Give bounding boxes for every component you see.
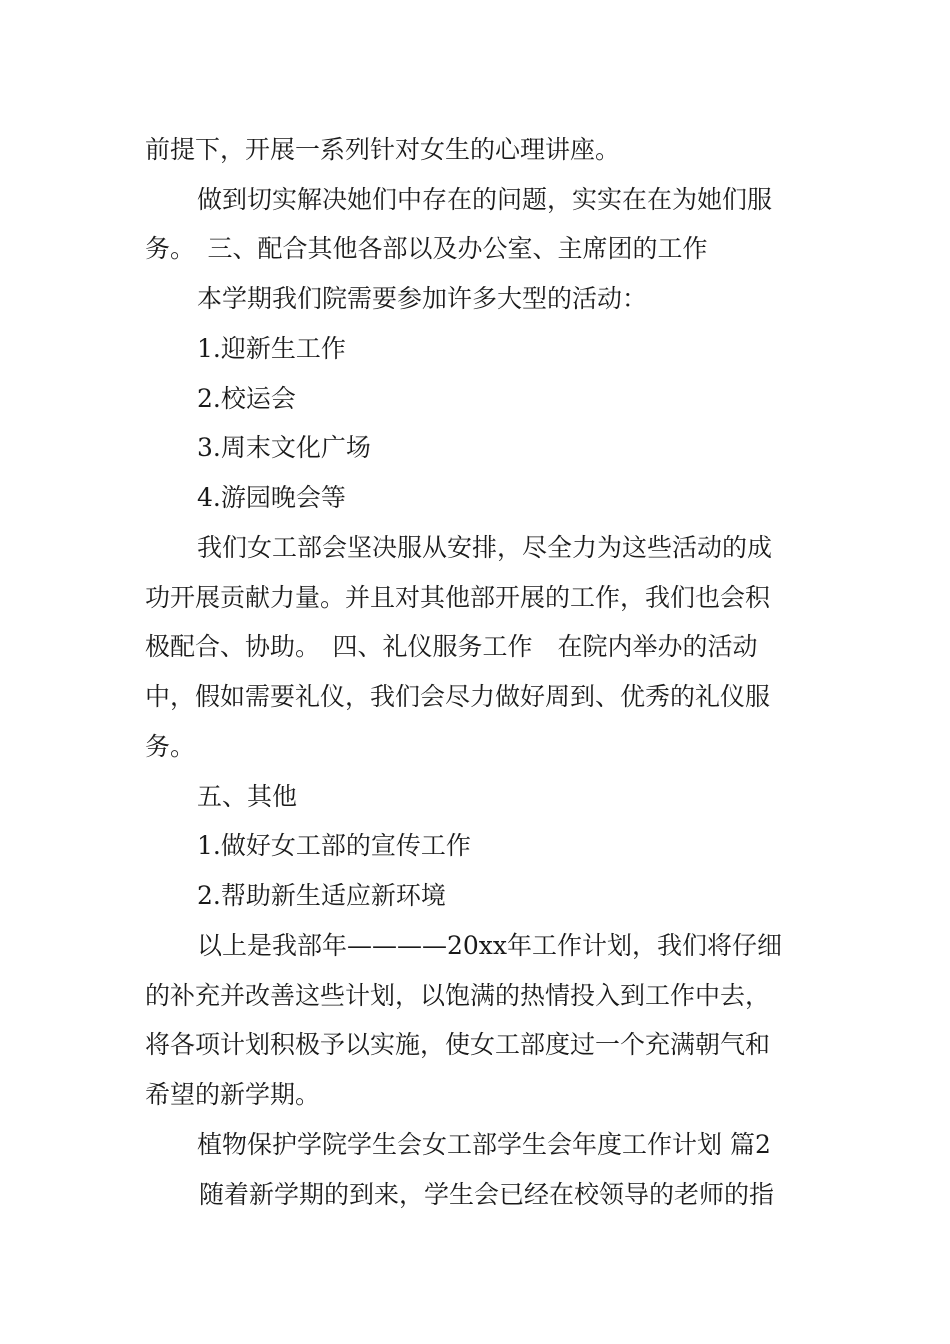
paragraph-line: 我们女工部会坚决服从安排，尽全力为这些活动的成 [197,533,773,562]
paragraph-line: 希望的新学期。 [145,1080,321,1109]
paragraph-line: 将各项计划积极予以实施，使女工部度过一个充满朝气和 [145,1030,771,1059]
paragraph-line: 以上是我部年————20xx年工作计划，我们将仔细 [197,931,783,960]
paragraph-line: 务。 三、配合其他各部以及办公室、主席团的工作 [145,234,708,263]
paragraph-line: 前提下，开展一系列针对女生的心理讲座。 [145,135,621,164]
paragraph-line: 功开展贡献力量。并且对其他部开展的工作，我们也会积 [145,583,771,612]
list-item: 4.游园晚会等 [197,483,346,512]
paragraph-line: 务。 [145,732,196,761]
paragraph-line: 本学期我们院需要参加许多大型的活动： [197,284,648,313]
list-item: 3.周末文化广场 [197,433,371,462]
list-item: 2.校运会 [197,384,296,413]
section-title: 植物保护学院学生会女工部学生会年度工作计划 篇2 [197,1130,771,1159]
list-item: 2.帮助新生适应新环境 [197,881,446,910]
paragraph-line: 随着新学期的到来，学生会已经在校领导的老师的指 [199,1180,775,1209]
list-item: 1.迎新生工作 [197,334,346,363]
paragraph-line: 的补充并改善这些计划，以饱满的热情投入到工作中去， [145,981,771,1010]
paragraph-line: 极配合、协助。 四、礼仪服务工作 在院内举办的活动 [145,632,758,661]
section-heading: 五、其他 [197,782,298,811]
paragraph-line: 做到切实解决她们中存在的问题，实实在在为她们服 [197,185,773,214]
list-item: 1.做好女工部的宣传工作 [197,831,471,860]
paragraph-line: 中，假如需要礼仪，我们会尽力做好周到、优秀的礼仪服 [145,682,771,711]
